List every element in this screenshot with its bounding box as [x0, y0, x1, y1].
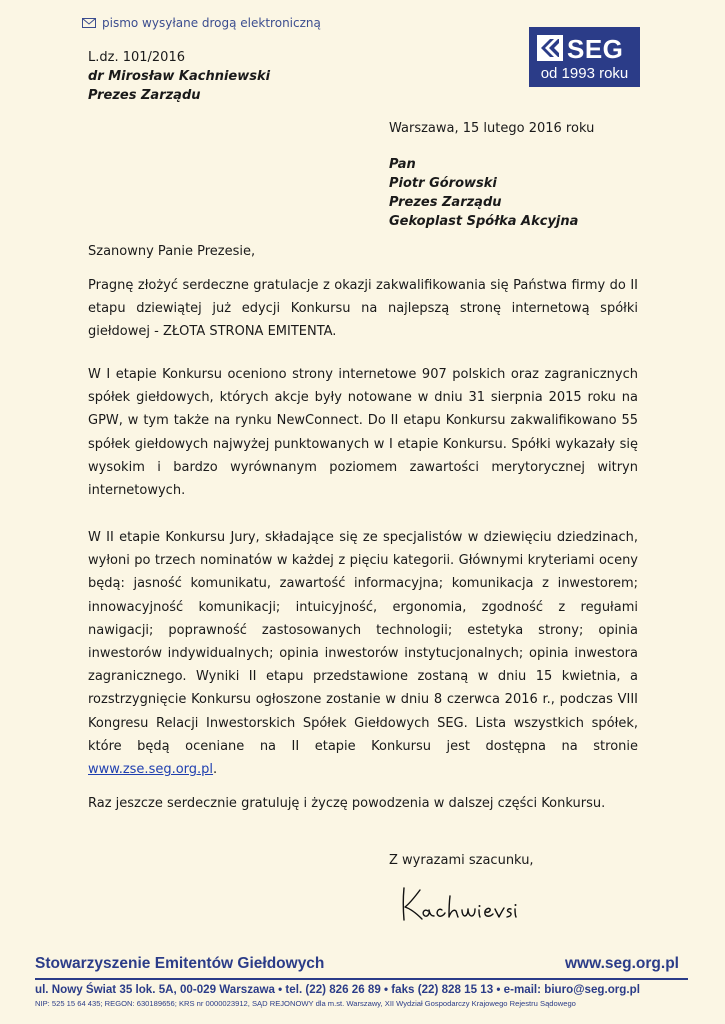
closing-phrase: Z wyrazami szacunku, [389, 853, 534, 868]
body-paragraph: Raz jeszcze serdecznie gratuluję i życzę powodzenia w dalszej części Konkursu. [88, 796, 606, 811]
footer-address: ul. Nowy Świat 35 lok. 5A, 00-029 Warszawa • tel. (22) 826 26 89 • faks (22) 828 15 13 • e-mail: biuro@seg.org.pl [35, 983, 640, 996]
body-paragraph: W I etapie Konkursu oceniono strony internetowe 907 polskich oraz zagranicznych spółek giełdowych, których akcje były notowane w dniu 31 sierpnia 2015 roku na GPW, w tym także na rynku NewConnect. Do II etapu Konkursu zakwalifikowano 55 spółek giełdowych najwyżej punktowanych w I etapie Konkursu. Spółki wykazały się wysokim i bardzo wyrównanym poziomem zawartości merytorycznej witryn internetowych. [88, 367, 638, 499]
seg-logo-mark-icon [537, 35, 563, 61]
envelope-icon [82, 18, 96, 28]
sender-title: Prezes Zarządu [88, 88, 201, 103]
sender-block [88, 48, 270, 105]
footer-registry-info: NIP: 525 15 64 435; REGON: 630189656; KRS nr 0000023912, SĄD REJONOWY dla m.st. Warszawy, XII Wydział Gospodarczy Krajowego Rejestru Sądowego [35, 999, 576, 1008]
addressee-line: Prezes Zarządu [389, 195, 502, 210]
sender-name: dr Mirosław Kachniewski [88, 69, 271, 84]
body-paragraph: Pragnę złożyć serdeczne gratulacje z okazji zakwalifikowania się Państwa firmy do II etapu dziewiątej już edycji Konkursu na najlepszą stronę internetową spółki giełdowej - ZŁOTA STRONA EMITENTA. [88, 278, 638, 340]
logo-tagline: od 1993 roku [540, 65, 629, 82]
paragraph-text: . [213, 762, 218, 778]
addressee-line: Pan [389, 157, 416, 172]
addressee-line: Piotr Górowski [389, 176, 497, 191]
paragraph-text: W II etapie Konkursu Jury, składające się ze specjalistów w dziewięciu dziedzinach, wyłoni po trzech nominatów w każdej z pięciu kategorii. Głównymi kryteriami oceny będą: jasność komunikatu, zawartość informacyjna; komunikacja z inwestorem; innowacyjność komunikacji; intuicyjność, ergonomia, zgodność z regułami nawigacji; poprawność zastosowanych technologii; estetyka strony; opinia inwestorów indywidualnych; opinia inwestorów instytucjonalnych; opinia inwestora zagranicznego. Wyniki II etapu przedstawione zostaną w dniu 15 kwietnia, a rozstrzygnięcie Konkursu ogłoszone zostanie w dniu 8 czerwca 2016 r., podczas VIII Kongresu Relacji Inwestorskich Spółek Giełdowych SEG. Lista wszystkich spółek, które będą oceniane na II etapie Konkursu jest dostępna na stronie [88, 530, 638, 754]
footer-website[interactable]: www.seg.org.pl [565, 955, 679, 972]
contest-website-link[interactable]: www.zse.seg.org.pl [88, 762, 214, 778]
handwritten-signature [398, 884, 522, 924]
reference-number: L.dz. 101/2016 [88, 50, 185, 65]
letter-date: Warszawa, 15 lutego 2016 roku [389, 121, 595, 136]
body-paragraph [88, 526, 638, 781]
electronic-note-text: pismo wysyłane drogą elektroniczną [102, 16, 321, 30]
logo-name: SEG [567, 34, 624, 64]
salutation: Szanowny Panie Prezesie, [88, 244, 256, 259]
seg-logo [529, 27, 640, 87]
footer-divider [35, 978, 688, 980]
footer-organization-name: Stowarzyszenie Emitentów Giełdowych [35, 955, 325, 972]
electronic-letter-note [82, 16, 321, 30]
addressee-line: Gekoplast Spółka Akcyjna [389, 214, 579, 229]
addressee-block [389, 155, 578, 231]
